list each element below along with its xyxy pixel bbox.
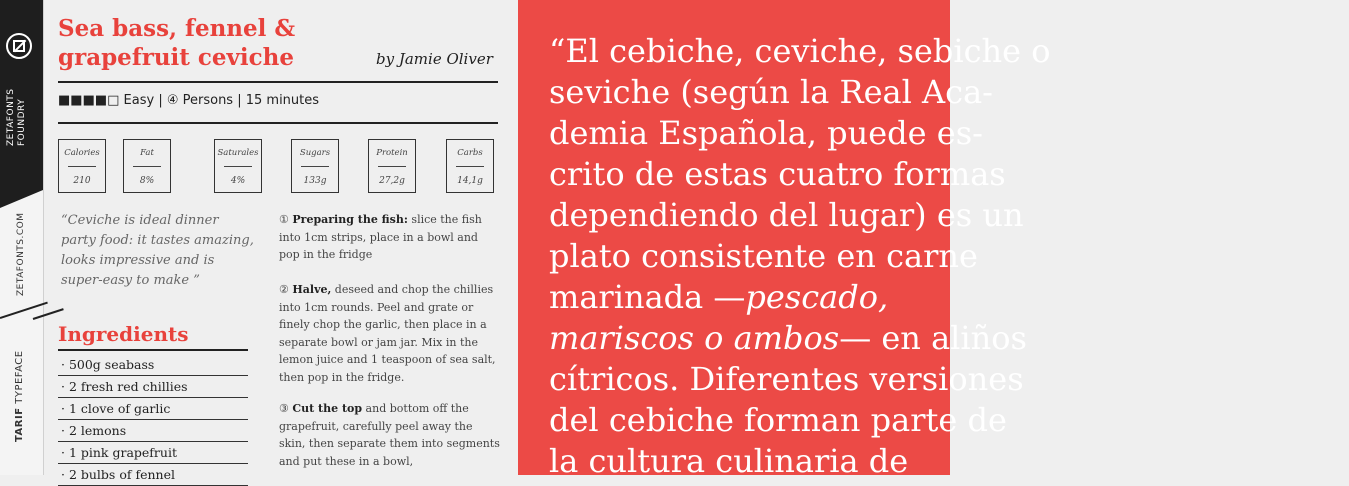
spanish-text-panel [518,0,1051,480]
method-step [279,400,501,470]
recipe-author: by Jamie Oliver [376,50,493,68]
nutrition-value: 14,1g [457,176,483,186]
nutrition-value: 210 [73,176,91,186]
recipe-card [43,0,518,482]
typeface-label [14,350,25,442]
nutrition-label: Saturales [217,148,259,158]
nutrition-divider [301,166,329,167]
zetafonts-logo-icon [6,33,32,59]
recipe-meta: ■■■■□ Easy | ④ Persons | 15 minutes [58,93,320,108]
nutrition-value: 4% [230,176,246,186]
nutrition-box [446,139,494,193]
ingredient-item: · 1 pink grapefruit [58,442,248,464]
nutrition-box [214,139,262,193]
spanish-line-mixed: mariscos o ambos— en aliños [549,319,1027,357]
spanish-line: cítricos. Diferentes versiones [549,360,1024,398]
title-rule [58,81,498,83]
spanish-line: seviche (según la Real Aca- [549,73,993,111]
nutrition-box [58,139,106,193]
nutrition-label: Carbs [457,148,483,158]
nutrition-box [368,139,416,193]
spanish-line: del cebiche forman parte de [549,401,1007,439]
ingredient-item: · 500g seabass [58,354,248,376]
nutrition-label: Protein [376,148,408,158]
typeface-name: TARIF [14,407,25,442]
step-heading: Halve, [292,283,332,296]
nutrition-box [123,139,171,193]
typeface-word: TYPEFACE [14,350,25,404]
step-heading: Preparing the fish: [292,213,408,226]
spanish-line: crito de estas cuatro formas [549,155,1006,193]
brand-sidebar [0,0,44,475]
nutrition-divider [456,166,484,167]
ingredient-item: · 1 clove of garlic [58,398,248,420]
ingredient-item: · 2 bulbs of fennel [58,464,248,486]
step-number: ③ [279,402,289,415]
nutrition-label: Sugars [299,148,331,158]
recipe-quote: “Ceviche is ideal dinner party food: it tastes amazing, looks impressive and is super-easy to make ” [61,213,254,288]
nutrition-divider [224,166,252,167]
spanish-line-mixed: marinada —pescado, [549,278,889,316]
step-number: ② [279,283,289,296]
nutrition-box [291,139,339,193]
step-text: and bottom off the grapefruit, carefully peel away the skin, then separate them into segments and put these in a bowl, [279,402,500,468]
method-step [279,281,501,386]
nutrition-label: Fat [140,148,154,158]
nutrition-value: 8% [139,176,155,186]
nutrition-value: 133g [303,176,327,186]
step-heading: Cut the top [292,402,363,415]
spanish-italic: pescado, [745,278,889,316]
nutrition-divider [68,166,96,167]
ingredients-rule [58,349,248,351]
nutrition-divider [133,166,161,167]
step-text: slice the fish into 1cm strips, place in a bowl and pop in the fridge [279,213,482,261]
method-step [279,211,501,264]
spanish-italic: mariscos o ambos [549,319,840,357]
website-label: ZETAFONTS.COM [16,212,26,296]
ingredients-title: Ingredients [58,322,189,346]
spanish-paragraph [549,31,1349,482]
nutrition-label: Calories [64,148,100,158]
nutrition-value: 27,2g [379,176,405,186]
recipe-title: Sea bass, fennel & grapefruit ceviche [58,15,296,71]
meta-rule [58,122,498,124]
ingredients-list [58,354,248,486]
step-number: ① [279,213,289,226]
spanish-line: demia Española, puede es- [549,114,983,152]
spanish-line: dependiendo del lugar) es un [549,196,1024,234]
spanish-line: la cultura culinaria de [549,442,909,480]
nutrition-divider [378,166,406,167]
ingredient-item: · 2 fresh red chillies [58,376,248,398]
spanish-line: “El cebiche, ceviche, sebiche o [549,32,1051,70]
spanish-line: plato consistente en carne [549,237,978,275]
foundry-name: ZETAFONTS FOUNDRY [6,88,27,146]
ingredient-item: · 2 lemons [58,420,248,442]
step-text: deseed and chop the chillies into 1cm rounds. Peel and grate or finely chop the garlic, then place in a separate bowl or jam jar. Mix in the lemon juice and 1 teaspoon of sea salt, then pop in the fridge. [279,283,496,384]
